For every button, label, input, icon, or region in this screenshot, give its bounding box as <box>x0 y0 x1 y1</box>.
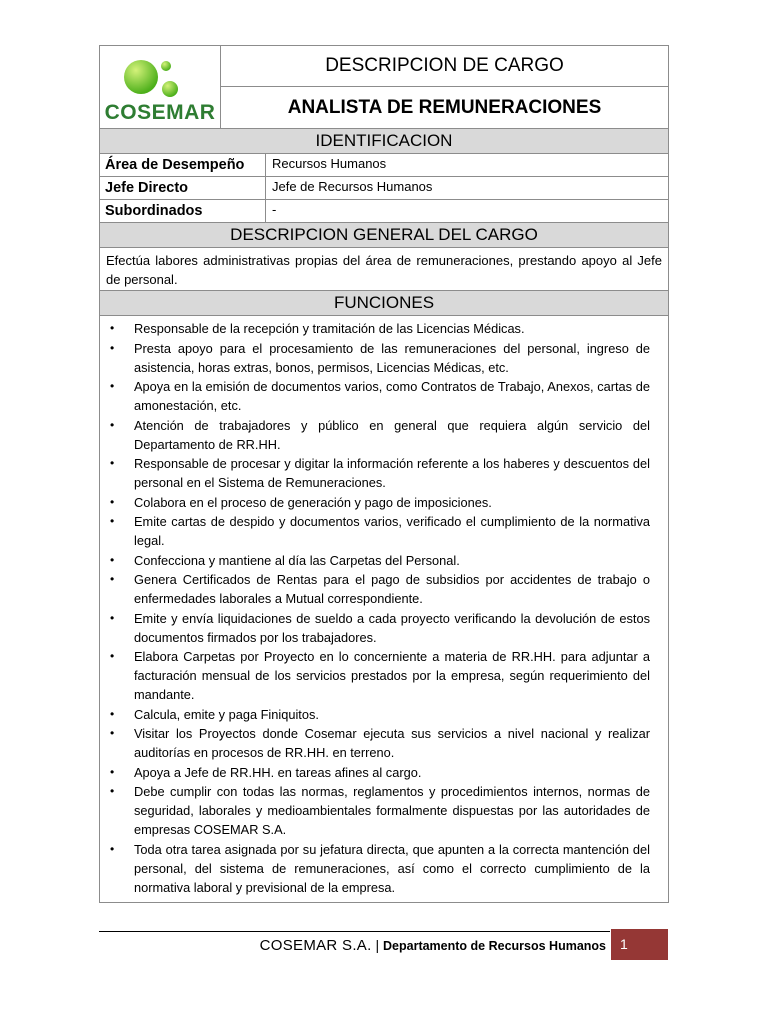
table-row <box>100 154 669 177</box>
bullet-icon: • <box>110 514 115 528</box>
list-item: • Responsable de procesar y digitar la información referente a los haberes y descuentos del personal en el Sistema de Remuneraciones. <box>110 456 650 490</box>
bullet-icon: • <box>110 379 115 393</box>
bullet-icon: • <box>110 784 115 798</box>
bullet-icon: • <box>110 841 115 856</box>
position-title: ANALISTA DE REMUNERACIONES <box>221 87 669 129</box>
field-value: Recursos Humanos <box>266 154 669 177</box>
list-item: • Elabora Carpetas por Proyecto en lo concerniente a materia de RR.HH. para adjuntar a facturación mensual de los servicios prestados por la empresa, según requerimiento del mandante. <box>110 649 650 702</box>
bullet-icon: • <box>110 340 115 355</box>
list-item: • Apoya en la emisión de documentos varios, como Contratos de Trabajo, Anexos, cartas de amonestación, etc. <box>110 379 650 413</box>
bullet-icon: • <box>110 456 115 470</box>
job-description-table <box>99 45 669 903</box>
bullet-icon: • <box>110 552 115 567</box>
list-item: • Calcula, emite y paga Finiquitos. <box>110 706 319 722</box>
list-item: • Emite y envía liquidaciones de sueldo a cada proyecto verificando la devolución de estos documentos firmados por los trabajadores. <box>110 610 650 645</box>
list-item: • Confecciona y mantiene al día las Carpetas del Personal. <box>110 552 460 568</box>
bullet-icon: • <box>110 417 115 432</box>
field-label: Área de Desempeño <box>100 154 266 177</box>
list-item: • Presta apoyo para el procesamiento de las remuneraciones del personal, ingreso de asistencia, horas extras, bonos, permisos, Licencias Médicas, etc. <box>110 340 650 375</box>
list-item: • Genera Certificados de Rentas para el pago de subsidios por accidentes de trabajo o enfermedades laborales a Mutual correspondiente. <box>110 572 650 606</box>
field-label: Jefe Directo <box>100 177 266 200</box>
table-row <box>100 200 669 223</box>
list-item: • Toda otra tarea asignada por su jefatura directa, que apunten a la correcta mantención del personal, del sistema de remuneraciones, así como el correcto cumplimiento de la normativa laboral y previsional de la empresa. <box>110 841 650 895</box>
page-number: 1 <box>620 936 628 952</box>
table-row <box>100 177 669 200</box>
functions-list <box>108 319 650 897</box>
field-label: Subordinados <box>100 200 266 223</box>
section-funciones: FUNCIONES <box>100 291 669 316</box>
list-item: • Visitar los Proyectos donde Cosemar ejecuta sus servicios a nivel nacional y realizar auditorías en procesos de RR.HH. en terreno. <box>110 726 650 760</box>
page-number-badge <box>611 929 668 960</box>
functions-cell <box>100 316 669 903</box>
field-value: - <box>266 200 669 223</box>
footer-divider <box>99 931 610 932</box>
bullet-icon: • <box>110 321 115 335</box>
list-item: • Atención de trabajadores y público en general que requiera algún servicio del Departamento de RR.HH. <box>110 417 650 452</box>
list-item: • Colabora en el proceso de generación y pago de imposiciones. <box>110 494 492 510</box>
bullet-icon: • <box>110 726 115 740</box>
bullet-icon: • <box>110 706 115 721</box>
footer-department: Departamento de Recursos Humanos <box>383 939 606 953</box>
footer-company: COSEMAR S.A. <box>259 937 372 954</box>
bullet-icon: • <box>110 572 115 586</box>
footer-separator: | <box>375 937 380 953</box>
section-identificacion: IDENTIFICACION <box>100 129 669 154</box>
cosemar-logo-icon <box>115 55 205 105</box>
bullet-icon: • <box>110 649 115 663</box>
bullet-icon: • <box>110 764 115 779</box>
general-description: Efectúa labores administrativas propias del área de remuneraciones, prestando apoyo al Jefe de personal. <box>100 248 669 291</box>
field-value: Jefe de Recursos Humanos <box>266 177 669 200</box>
bullet-icon: • <box>110 610 115 625</box>
logo-cell <box>100 46 221 129</box>
footer <box>260 937 606 954</box>
list-item: • Emite cartas de despido y documentos varios, verificado el cumplimiento de la normativa legal. <box>110 514 650 548</box>
document-title: DESCRIPCION DE CARGO <box>221 46 669 87</box>
bullet-icon: • <box>110 494 115 509</box>
list-item: • Apoya a Jefe de RR.HH. en tareas afines al cargo. <box>110 764 422 780</box>
list-item: • Responsable de la recepción y tramitación de las Licencias Médicas. <box>110 321 525 336</box>
list-item: • Debe cumplir con todas las normas, reglamentos y procedimientos internos, normas de seguridad, laborales y medioambientales formalmente dispuestas por las autoridades de empresas COSEMAR S.A. <box>110 784 650 837</box>
logo-wordmark: COSEMAR <box>104 101 216 124</box>
section-descripcion: DESCRIPCION GENERAL DEL CARGO <box>100 223 669 248</box>
